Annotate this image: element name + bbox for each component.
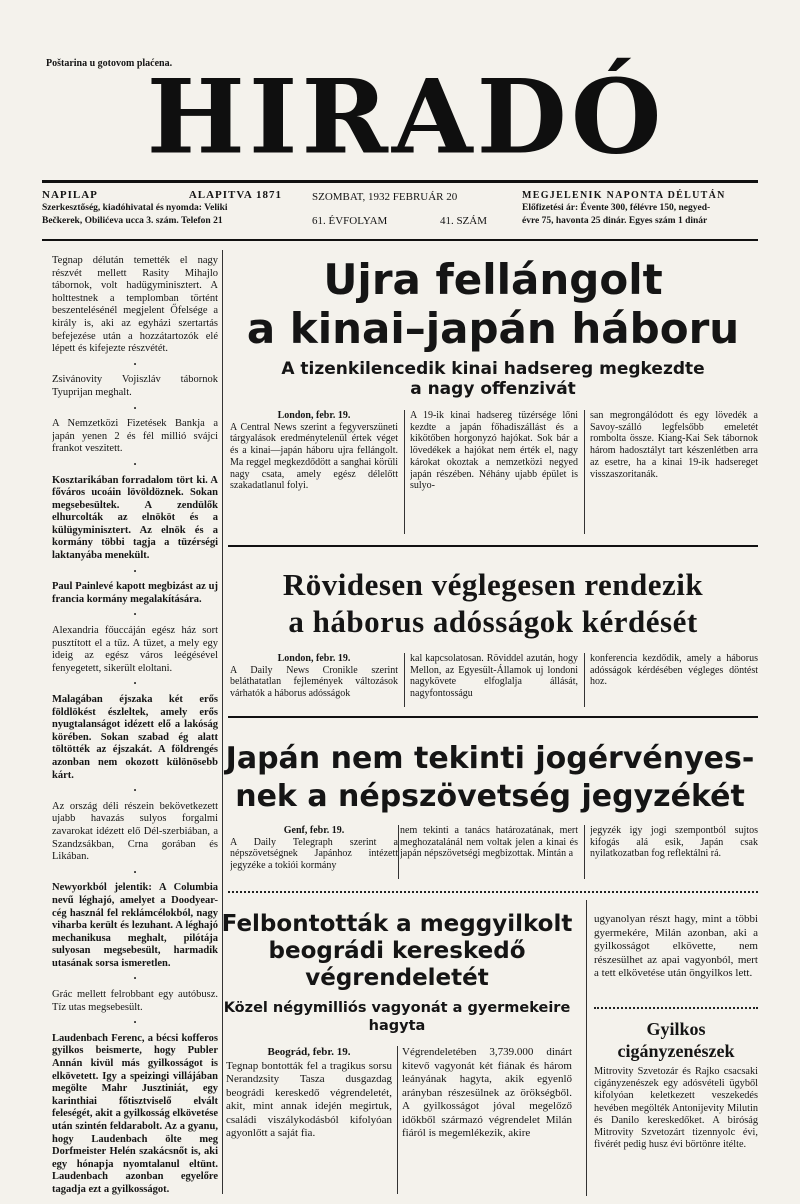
article5-body: Mitrovity Szvetozár és Rajko csacsaki cigányzenészek egy adósvételi ügyből kifolyóan keletkezett veszekedés hevében megölték Antonijevity Milutin és Danilo kereskedőket. A biróság Mitrovity Szvetozárt tizennyolc évi, fivérét pedig husz évi börtönre itélte. bbox=[594, 1066, 758, 1151]
article4-subheadline-line1: Közel négymilliós vagyonát a gyermekeire bbox=[223, 1000, 571, 1016]
article4-col2: Végrendeletében 3,739.000 dinárt kitevő vagyonát két fiának és három leányának hagyta, akik egyenlő arányban részesülnek az örökségből. A gyilkosságot jóval megelőző időkből származó végrendelet Milán fiáról is megemlékezik, akire bbox=[402, 1046, 572, 1139]
column-divider bbox=[397, 1046, 398, 1194]
column-divider bbox=[404, 410, 405, 534]
article5-headline-line1: Gyilkos bbox=[646, 1019, 706, 1039]
article4-dateline: Beográd, febr. 19. bbox=[267, 1046, 351, 1058]
separator-star: • bbox=[133, 403, 137, 413]
news-brief: Zsivánovity Vojiszláv tábornok Tyuprijan meghalt. bbox=[52, 374, 218, 398]
header-volume: 61. ÉVFOLYAM bbox=[312, 215, 388, 227]
column-divider bbox=[584, 410, 585, 534]
article1-subheadline-line1: A tizenkilencedik kinai hadsereg megkezdte bbox=[281, 359, 705, 379]
article4-headline-line1: Felbontották a meggyilkolt bbox=[221, 911, 573, 937]
article3-headline-line1: Japán nem tekinti jogérvényes- bbox=[225, 741, 755, 776]
article1-subheadline bbox=[226, 359, 760, 399]
header-address-line2: Bečkerek, Obilićeva ucca 3. szám. Telefon 21 bbox=[42, 216, 223, 226]
column-divider bbox=[584, 825, 585, 879]
article2-col1 bbox=[230, 653, 398, 709]
news-brief: Paul Painlevé kapott megbizást az uj francia kormány megalakítására. bbox=[52, 581, 218, 605]
article3-headline bbox=[212, 740, 768, 816]
news-brief: A Nemzetközi Fizetések Bankja a japán yenen 2 és fél millió svájci frankot veszitett. bbox=[52, 418, 218, 455]
article1-headline-line2: a kinai–japán háboru bbox=[246, 304, 740, 353]
header-subscription-line2: évre 75, havonta 25 dinár. Egyes szám 1 dinár bbox=[522, 216, 708, 226]
column-divider bbox=[404, 653, 405, 707]
header-address-line1: Szerkesztőség, kiadóhivatal és nyomda: Veliki bbox=[42, 203, 228, 213]
news-brief: Laudenbach Ferenc, a bécsi kofferos gyilkos beismerte, hogy Publer Annán kivül más gyilkosságot is elkövetett. Igy a speizingi villájában megölte Mahr Jusztiniát, egy karinthiai főtisztviselő elvált feleségét, akit a gyilkosság elkövetése után szintén feldarabolt. Az a gyanu, hogy Laudenbach ölte meg Dorfmeister Helén szakácsnőt is, aki egy hónapja nyomtalanul eltünt. Laudenbach azonban egyelőre tagadja ezt a gyilkosságot. bbox=[52, 1032, 218, 1195]
column-divider bbox=[584, 653, 585, 707]
header-date: SZOMBAT, 1932 FEBRUÁR 20 bbox=[312, 191, 458, 203]
news-brief: Az ország déli részein bekövetkezett ujabb havazás sulyos forgalmi zavarokat idézett elő Dél-szerbiában, a Szandzsákban, Crna gorában és Likában. bbox=[52, 800, 218, 863]
article4-col1-text: Tegnap bontották fel a tragikus sorsu Nerandzsity Tasza dusgazdag beográdi kereskedő végrendeletét, akit, mint annak idején megirtuk, családi viszálykodásból kifolyóan agyonlőtt a saját fia. bbox=[226, 1059, 392, 1139]
article-separator bbox=[228, 891, 758, 895]
article4-headline bbox=[212, 911, 582, 992]
article4-headline-line3: végrendeletét bbox=[305, 965, 489, 991]
article3-col1 bbox=[230, 825, 398, 881]
article4-continuation: ugyanolyan részt hagy, mint a többi gyermekére, Milán azonban, aki a gyilkosságot elkövette, nem részesülhet az apai vagyonból, mert a tett elkövetése után öngyilkos lett. bbox=[594, 913, 758, 979]
article1-col2: A 19-ik kinai hadsereg tüzérsége lőni kezdte a japán főhadiszállást és a kikötőben horgonyzó hajókat. Sok bár a lövedékek a hajókat nem érték el, nagy károkat okoztak a nemzetközi negyed japán részében. Néhány ujabb épület is sulyo- bbox=[410, 410, 578, 492]
article1-col1-text: A Central News szerint a fegyverszüneti tárgyalások eredménytelenül értek véget és a kinai—japán háboru ujra fellángolt. Ma reggel megkezdődött a sanghai körüli nagy csata, amely egész délelőtt szakadatlanul folyi. bbox=[230, 421, 398, 492]
header-subscription-line1: Előfizetési ár: Évente 300, félévre 150, negyed- bbox=[522, 203, 711, 213]
article2-headline-line1: Rövidesen véglegesen rendezik bbox=[282, 567, 704, 602]
article1-subheadline-line2: a nagy offenzivát bbox=[410, 379, 576, 399]
article4-headline-line2: beográdi kereskedő bbox=[268, 938, 526, 964]
header-issue-number: 41. SZÁM bbox=[439, 215, 487, 227]
separator-star: • bbox=[133, 974, 137, 984]
header-center bbox=[312, 191, 502, 228]
separator-star: • bbox=[133, 610, 137, 620]
article1-headline bbox=[226, 255, 760, 353]
news-brief: Alexandria főuccáján egész ház sort pusztított el a tűz. A tüzet, a mely egy ideig az egész város leégésével fenyegetett, sikerült eloltani. bbox=[52, 625, 218, 674]
header-publication-note: MEGJELENIK NAPONTA DÉLUTÁN bbox=[522, 190, 726, 201]
header-bottom-rule bbox=[42, 239, 758, 241]
article1-col1 bbox=[230, 410, 398, 536]
separator-star: • bbox=[133, 867, 137, 877]
article2-col2: kal kapcsolatosan. Röviddel azután, hogy Mellon, az Egyesült-Államok uj londoni nagykövete elfoglalja állását, nagyfontosságu bbox=[410, 653, 578, 700]
news-brief: Tegnap délután temették el nagy részvét mellett Rasity Mihajlo tábornok, volt hadügyminisztert. A holttestnek a templomban történt beszentelésénél megjelent Őfelsége a király is, aki az egyházi szertartás befejezése után a hozzátartozók elé lépett és kifejezte részvétét. bbox=[52, 255, 218, 355]
news-brief: Grác mellett felrobbant egy autóbusz. Tíz utas megsebesült. bbox=[52, 989, 218, 1013]
article2-col3: konferencia kezdődik, amely a háborus adósságok kérdésében végleges döntést hoz. bbox=[590, 653, 758, 688]
separator-star: • bbox=[133, 786, 137, 796]
article3-col2: nem tekinti a tanács határozatának, mert meghozatalánál nem voltak jelen a kinai és japán népszövetségi megbizottak. Mintán a bbox=[400, 825, 578, 860]
article2-headline bbox=[226, 566, 760, 640]
article-separator bbox=[594, 1007, 758, 1011]
separator-star: • bbox=[133, 679, 137, 689]
article4-col1 bbox=[226, 1046, 392, 1196]
article-separator bbox=[228, 545, 758, 547]
article5-headline-line2: cigányzenészek bbox=[617, 1041, 735, 1061]
article2-col1-text: A Daily News Cronikle szerint beláthatatlan fejlemények változások várhatók a háborus adósságok bbox=[230, 664, 398, 700]
header-top-rule bbox=[42, 180, 758, 183]
header-napilap: NAPILAP bbox=[42, 189, 98, 201]
masthead-title: HIRADÓ bbox=[146, 56, 666, 177]
separator-star: • bbox=[133, 459, 137, 469]
news-brief: Malagában éjszaka két erős földlökést észleltek, amely erős nyugtalanságot idézett elő a lakóság körében. Sokan szabad ég alatt töltötték az éjszakát. A földrengés azonban nem okozott különösebb kárt. bbox=[52, 694, 218, 781]
article3-col1-text: A Daily Telegraph szerint a népszövetségnek Japánhoz intézett jegyzéke a tokiói kormány bbox=[230, 836, 398, 872]
article4-subheadline-line2: hagyta bbox=[368, 1018, 426, 1034]
article3-dateline: Genf, febr. 19. bbox=[283, 825, 345, 836]
article1-col3: san megrongálódott és egy lövedék a Savoy-szálló legfelsőbb emeletét rombolta össze. Kiang-Kai Sek tábornok három hadosztályt tart készenlétben arra az esetre, ha a kinai 19-ik hadsereget visszaszoritanák. bbox=[590, 410, 758, 480]
header-left bbox=[42, 189, 282, 228]
column-divider bbox=[222, 250, 223, 1194]
article2-dateline: London, febr. 19. bbox=[277, 653, 351, 664]
separator-star: • bbox=[133, 566, 137, 576]
column-divider bbox=[398, 825, 399, 879]
article3-headline-line2: nek a népszövetség jegyzékét bbox=[235, 779, 745, 814]
article3-col3: jegyzék igy jogi szempontból sujtos kifogás alá esik, Japán csak nyilatkozatban fog reflektálni rá. bbox=[590, 825, 758, 860]
header-founded: ALAPITVA 1871 bbox=[188, 189, 282, 201]
article2-headline-line2: a háborus adósságok kérdését bbox=[288, 604, 698, 639]
postage-note: Poštarina u gotovom plaćena. bbox=[46, 58, 173, 69]
article1-dateline: London, febr. 19. bbox=[277, 410, 351, 421]
column-divider bbox=[586, 900, 587, 1196]
news-brief: Newyorkból jelentik: A Columbia nevű léghajó, amelyet a Doodyear-cég használ fel reklámcélokból, nagy viharba került és lezuhant. A léghajó mechanikusa meghalt, pilótája sulyosan megsebesült, harmadik utasának sorsa ismeretlen. bbox=[52, 882, 218, 969]
article1-headline-line1: Ujra fellángolt bbox=[323, 255, 663, 304]
article4-subheadline bbox=[212, 999, 582, 1035]
separator-star: • bbox=[133, 1018, 137, 1028]
article5-headline bbox=[594, 1018, 758, 1062]
news-brief: Kosztarikában forradalom tört ki. A főváros ucoáin lövöldöznek. Sokan megsebesültek. A zendülők elhurcolták az elnököt és a külügyminisztert. Az elnök és a kormány többi tagja a tüzérségi laktanyába menekült. bbox=[52, 474, 218, 562]
article-separator bbox=[228, 716, 758, 718]
separator-star: • bbox=[133, 359, 137, 369]
left-news-column bbox=[52, 255, 218, 1197]
header-right bbox=[522, 189, 760, 228]
